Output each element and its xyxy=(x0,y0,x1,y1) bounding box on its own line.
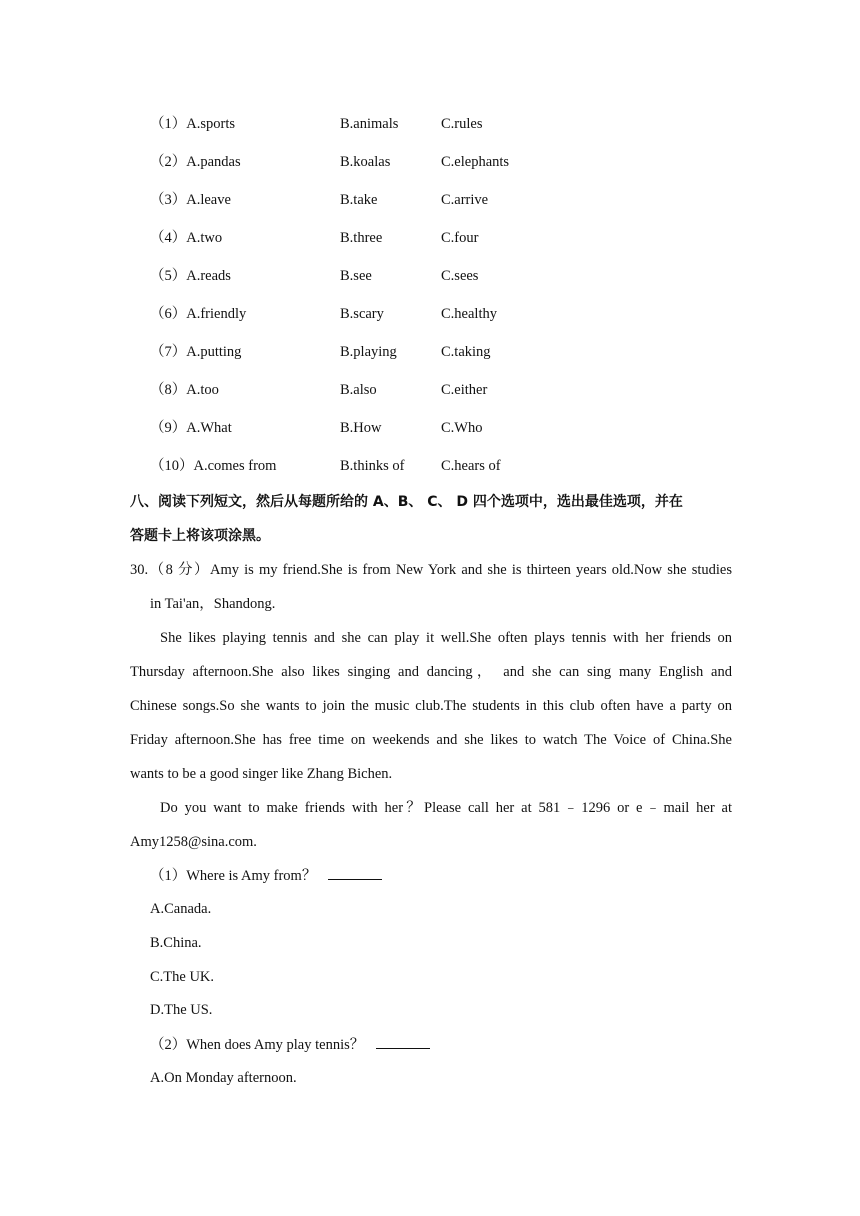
answer-choice: A.Canada. xyxy=(150,901,212,917)
option-c: C.arrive xyxy=(441,192,489,208)
option-c: C.either xyxy=(441,382,488,398)
passage-line: Amy1258@sina.com. xyxy=(130,834,257,850)
section-heading: 八、阅读下列短文，然后从每题所给的 A、B、 C、 D 四个选项中，选出最佳选项，并在 xyxy=(130,494,683,510)
option-a: （10）A.comes from xyxy=(150,458,277,474)
answer-choice: C.The UK. xyxy=(150,969,215,985)
passage-line: She likes playing tennis and she can play it well.She often plays tennis with her friends on xyxy=(160,630,732,646)
option-a: （7）A.putting xyxy=(150,344,242,360)
option-a: （8）A.too xyxy=(150,382,219,398)
option-b: B.three xyxy=(340,230,383,246)
option-c: C.hears of xyxy=(441,458,501,474)
answer-blank[interactable] xyxy=(328,865,382,880)
question-stem xyxy=(150,1034,430,1055)
passage-line: Chinese songs.So she wants to join the music club.The students in this club often have a party on xyxy=(130,698,732,714)
option-c: C.four xyxy=(441,230,479,246)
question-text: （2）When does Amy play tennis？ xyxy=(150,1037,365,1053)
section-heading-cont: 答题卡上将该项涂黑。 xyxy=(130,528,270,544)
answer-choice: B.China. xyxy=(150,935,202,951)
answer-blank[interactable] xyxy=(376,1034,430,1049)
question-intro: 30.（8 分）Amy is my friend.She is from New York and she is thirteen years old.Now she studies xyxy=(130,562,732,578)
answer-choice: A.On Monday afternoon. xyxy=(150,1070,297,1086)
passage-line: Do you want to make friends with her？Please call her at 581﹣1296 or e﹣mail her at xyxy=(160,800,732,816)
option-a: （2）A.pandas xyxy=(150,154,241,170)
option-b: B.animals xyxy=(340,116,399,132)
passage-line: Friday afternoon.She has free time on weekends and she likes to watch The Voice of China.She xyxy=(130,732,732,748)
option-b: B.scary xyxy=(340,306,384,322)
option-a: （5）A.reads xyxy=(150,268,231,284)
option-a: （6）A.friendly xyxy=(150,306,247,322)
option-c: C.rules xyxy=(441,116,483,132)
question-intro-cont: in Tai'an，Shandong. xyxy=(150,596,276,612)
passage-line: wants to be a good singer like Zhang Bichen. xyxy=(130,766,393,782)
option-a: （9）A.What xyxy=(150,420,232,436)
option-a: （3）A.leave xyxy=(150,192,231,208)
option-c: C.taking xyxy=(441,344,491,360)
option-c: C.healthy xyxy=(441,306,497,322)
passage-line: Thursday afternoon.She also likes singing and dancing， and she can sing many English and xyxy=(130,664,732,680)
option-b: B.also xyxy=(340,382,377,398)
option-a: （4）A.two xyxy=(150,230,223,246)
option-b: B.How xyxy=(340,420,382,436)
option-b: B.see xyxy=(340,268,372,284)
option-b: B.take xyxy=(340,192,378,208)
option-c: C.Who xyxy=(441,420,483,436)
option-c: C.sees xyxy=(441,268,479,284)
answer-choice: D.The US. xyxy=(150,1002,213,1018)
question-text: （1）Where is Amy from？ xyxy=(150,868,317,884)
option-b: B.playing xyxy=(340,344,397,360)
question-stem xyxy=(150,865,382,886)
option-a: （1）A.sports xyxy=(150,116,235,132)
option-b: B.koalas xyxy=(340,154,391,170)
option-b: B.thinks of xyxy=(340,458,405,474)
option-c: C.elephants xyxy=(441,154,510,170)
